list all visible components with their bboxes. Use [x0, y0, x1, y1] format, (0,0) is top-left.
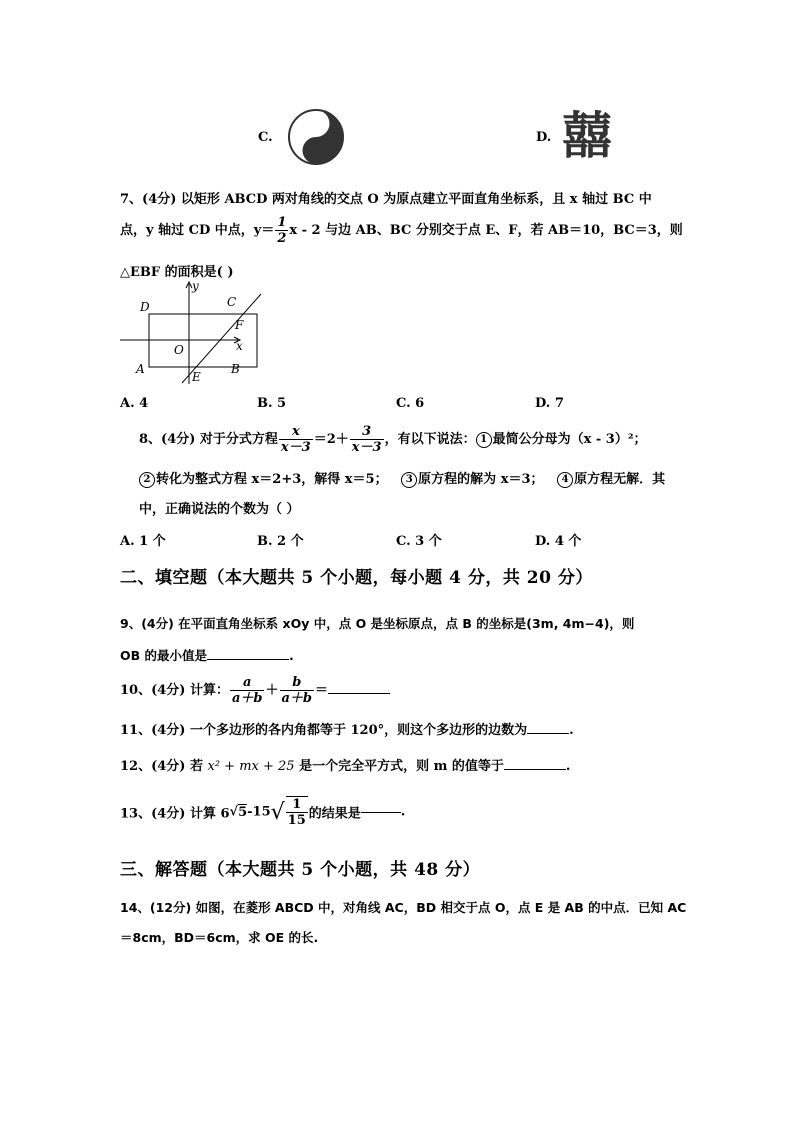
q8-option-a: A. 1 个: [120, 534, 166, 549]
q14-line1: 14、(12分) 如图，在菱形 ABCD 中，对角线 AC，BD 相交于点 O，点 E 是 AB 的中点．已知 AC: [120, 900, 687, 915]
option-c-label: C.: [258, 130, 273, 145]
option-d-label: D.: [536, 130, 552, 145]
q13-line: 13、(4分) 计算 6√5-15√ $\frac{1}{15}$ 的结果是 .: [120, 797, 406, 828]
q13-answer-blank: [361, 811, 401, 813]
q7-option-d: D. 7: [535, 396, 564, 411]
label-x: x: [236, 339, 243, 353]
label-o: O: [174, 343, 184, 357]
q10-line: 10、(4分) 计算： $\frac{a}{a+b}$ ＋ $\frac{b}{a+b}$ ＝: [120, 675, 390, 706]
label-y: y: [192, 280, 199, 293]
label-c: C: [227, 295, 237, 309]
q8-line3: 中，正确说法的个数为（ ）: [139, 502, 300, 517]
q9-line2: OB 的最小值是 .: [120, 648, 294, 663]
section-3-heading: 三、解答题（本大题共 5 个小题，共 48 分）: [120, 860, 481, 880]
double-happiness-glyph: 囍: [562, 107, 612, 165]
label-b: B: [231, 362, 240, 376]
label-d: D: [140, 300, 150, 314]
q8-option-b: B. 2 个: [257, 534, 304, 549]
q7-line3: △EBF 的面积是( ): [120, 265, 234, 280]
label-e: E: [192, 370, 201, 384]
q7-option-b: B. 5: [257, 396, 287, 411]
q11-answer-blank: [527, 732, 569, 734]
label-f: F: [235, 318, 244, 332]
q7-option-c: C. 6: [396, 396, 425, 411]
q7-line1: 7、(4分) 以矩形 ABCD 两对角线的交点 O 为原点建立平面直角坐标系，且 x 轴过 BC 中: [120, 192, 652, 207]
q7-option-a: A. 4: [120, 396, 149, 411]
q8-option-d: D. 4 个: [535, 534, 582, 549]
q8-line1: 8、(4分) 对于分式方程 $\frac{x}{x-3}$ ＝2＋ $\frac{3}{x-3}$ ，有以下说法： 1 最简公分母为（x - 3）²；: [139, 424, 647, 455]
q9-line1: 9、(4分) 在平面直角坐标系 xOy 中，点 O 是坐标原点，点 B 的坐标是(3m, 4m−4)，则: [120, 616, 635, 631]
q12-answer-blank: [504, 768, 566, 770]
q7-figure: [118, 280, 268, 388]
section-2-heading: 二、填空题（本大题共 5 个小题，每小题 4 分，共 20 分）: [120, 568, 593, 588]
q8-line2: 2 转化为整式方程 x＝2+3，解得 x＝5； 3 原方程的解为 x＝3； 4 原方程无解．其: [139, 468, 665, 488]
q14-line2: ＝8cm，BD＝6cm，求 OE 的长.: [120, 930, 319, 945]
q8-option-c: C. 3 个: [396, 534, 442, 549]
label-a: A: [136, 362, 145, 376]
q11-line: 11、(4分) 一个多边形的各内角都等于 120°，则这个多边形的边数为 .: [120, 723, 574, 738]
q10-answer-blank: [328, 692, 390, 694]
q9-answer-blank: [207, 658, 289, 660]
yin-yang-icon: [287, 108, 345, 166]
q7-line2: 点，y 轴过 CD 中点，y＝ $\frac{1}{2}$ x - 2 与边 AB、BC 分别交于点 E、F，若 AB＝10，BC＝3，则: [120, 215, 683, 246]
q12-line: 12、(4分) 若 x² + mx + 25 是一个完全平方式，则 m 的值等于 .: [120, 759, 571, 774]
